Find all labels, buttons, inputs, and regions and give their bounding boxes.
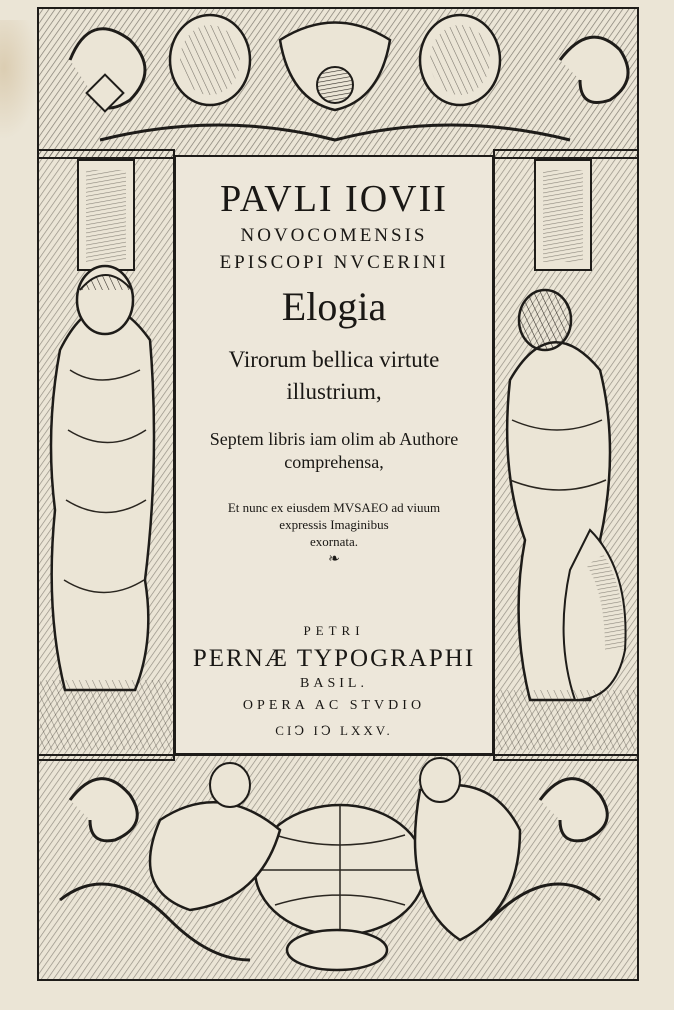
subtitle-line-2: illustrium, [286, 379, 382, 404]
left-column [38, 150, 174, 760]
edition-line-3: exornata. [309, 534, 358, 549]
right-column [494, 150, 638, 760]
printer-name: PETRI [303, 623, 365, 638]
author-name: PAVLI IOVII [220, 178, 448, 220]
imprint-year: CIↃ IↃ LXXV. [275, 723, 393, 738]
imprint-place: BASIL. [300, 676, 368, 691]
edition-line-2: expressis Imaginibus [279, 517, 389, 532]
description-line-1: Septem libris iam olim ab Authore [209, 429, 459, 449]
bottom-cartouche [38, 755, 638, 980]
book-title: Elogia [281, 284, 387, 329]
author-office: EPISCOPI NVCERINI [219, 252, 449, 273]
title-panel [174, 155, 494, 755]
author-origin: NOVOCOMENSIS [240, 225, 428, 246]
fleuron-icon: ❧ [328, 552, 340, 567]
imprint-credit: OPERA AC STVDIO [242, 698, 426, 713]
edition-line-1: Et nunc ex eiusdem MVSAEO ad viuum [227, 500, 441, 515]
subtitle-line-1: Virorum bellica virtute [228, 347, 440, 372]
printer-title: PERNÆ TYPOGRAPHI [192, 645, 476, 672]
description-line-2: comprehensa, [284, 452, 384, 472]
top-frieze [38, 8, 638, 158]
